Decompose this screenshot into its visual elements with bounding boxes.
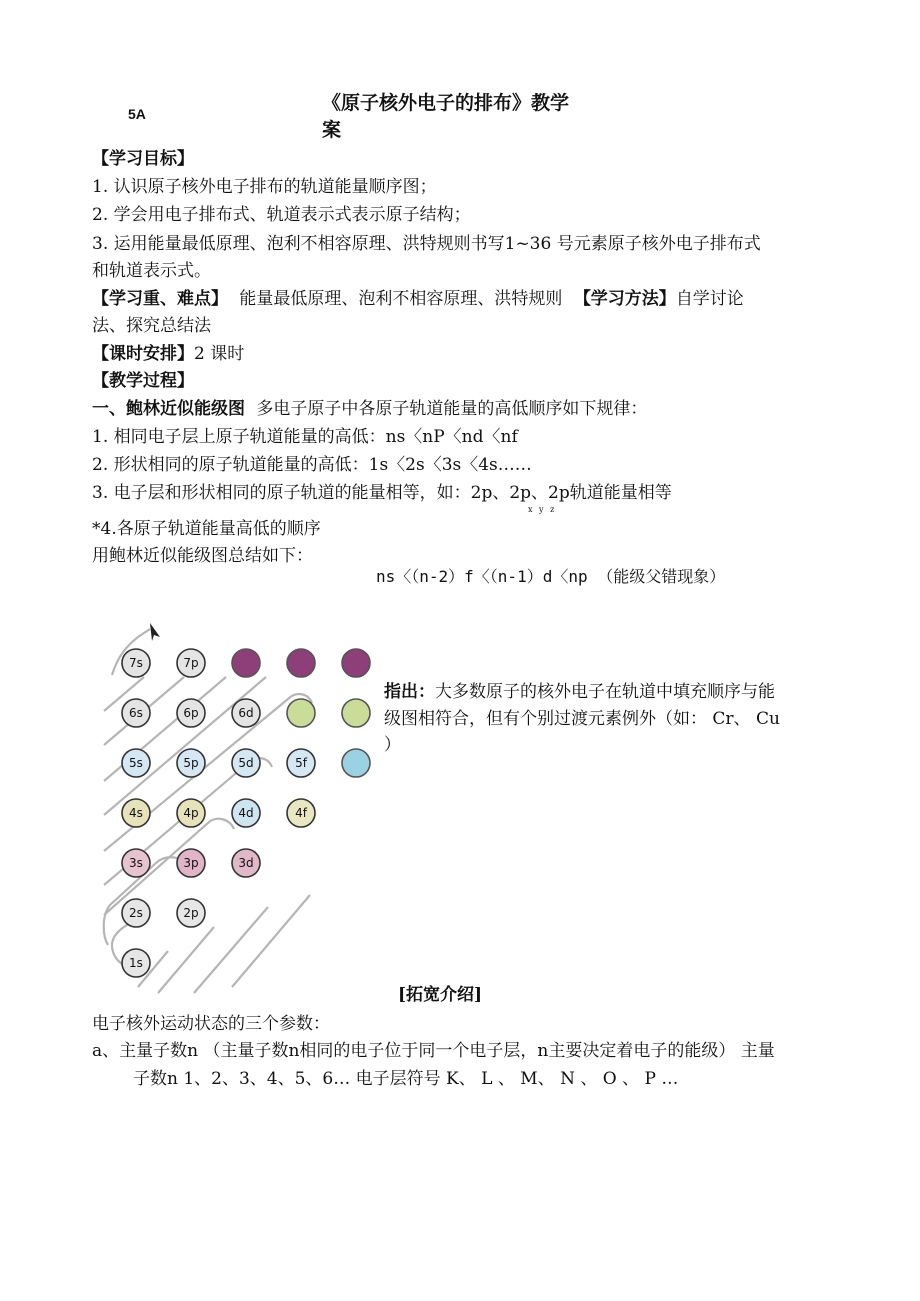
rule-item: 1. 相同电子层上原子轨道能量的高低：ns〈nP〈nd〈nf <box>92 427 518 447</box>
schedule-label: 【课时安排】 <box>92 344 194 364</box>
note-label: 指出： <box>384 682 435 702</box>
note-text: 大多数原子的核外电子在轨道中填充顺序与能 <box>435 682 775 702</box>
orbital-label: 5d <box>238 756 254 770</box>
orbital-label: 1s <box>129 956 143 970</box>
orbital-label: 3s <box>129 856 143 870</box>
orbital-blank <box>342 699 370 727</box>
objective-item: 2. 学会用电子排布式、轨道表示式表示原子结构； <box>92 205 471 225</box>
orbital-5d <box>232 749 260 777</box>
orbital-6d <box>232 699 260 727</box>
orbital-label: 3d <box>238 856 254 870</box>
orbital-label: 5p <box>183 756 199 770</box>
principal-qn-line1: a、主量子数n （主量子数n相同的电子位于同一个电子层，n主要决定着电子的能级） 主量 <box>92 1041 775 1061</box>
orbital-label: 6p <box>183 706 199 720</box>
arrow-icon <box>150 623 160 641</box>
orbital-5s <box>122 749 150 777</box>
orbital-label: 4p <box>183 806 199 820</box>
summary-text: 用鲍林近似能级图总结如下： <box>92 546 313 566</box>
orbital-label: 7p <box>183 656 199 670</box>
orbital-4p <box>177 799 205 827</box>
orbital-label: 7s <box>129 656 143 670</box>
orbital-circle <box>342 749 370 777</box>
xyz-subscripts: x y z <box>528 505 557 514</box>
orbital-6s <box>122 699 150 727</box>
orbital-5p <box>177 749 205 777</box>
orbital-blank <box>342 749 370 777</box>
schedule-text: 2 课时 <box>194 344 245 364</box>
orbital-label: 6s <box>129 706 143 720</box>
orbital-label: 2s <box>129 906 143 920</box>
orbital-7p <box>177 649 205 677</box>
keypoints-label: 【学习重、难点】 <box>92 289 228 309</box>
energy-order-formula: ns〈（n-2）f〈（n-1）d〈np （能级父错现象） <box>376 567 726 586</box>
orbital-circle <box>287 649 315 677</box>
orbital-label: 4d <box>238 806 254 820</box>
orbital-label: 5f <box>295 756 307 770</box>
orbital-4f <box>287 799 315 827</box>
page-title: 《原子核外电子的排布》教学 <box>322 92 570 114</box>
orbital-label: 4f <box>295 806 307 820</box>
orbital-label: 6d <box>238 706 254 720</box>
note-line3: ） <box>384 735 401 755</box>
extension-heading: [拓宽介绍] <box>398 985 483 1005</box>
extension-intro: 电子核外运动状态的三个参数： <box>92 1014 330 1034</box>
method-label: 【学习方法】 <box>573 289 676 309</box>
note-line1 <box>384 681 775 703</box>
method-text: 自学讨论 <box>675 289 744 309</box>
schedule-line <box>92 343 244 365</box>
orbital-circle <box>232 649 260 677</box>
objectives-heading: 【学习目标】 <box>92 149 194 169</box>
orbital-2s <box>122 899 150 927</box>
orbital-2p <box>177 899 205 927</box>
objective-item: 1. 认识原子核外电子排布的轨道能量顺序图； <box>92 177 437 197</box>
orbital-blank <box>287 699 315 727</box>
lesson-code: 5A <box>128 106 146 122</box>
orbital-blank <box>287 649 315 677</box>
keypoints-text: 能量最低原理、泡利不相容原理、洪特规则 <box>239 289 563 309</box>
orbital-circle <box>342 699 370 727</box>
orbital-label: 3p <box>183 856 199 870</box>
orbital-4s <box>122 799 150 827</box>
objective-item: 和轨道表示式。 <box>92 261 211 281</box>
orbital-label: 5s <box>129 756 143 770</box>
orbital-3s <box>122 849 150 877</box>
section1-intro: 多电子原子中各原子轨道能量的高低顺序如下规律： <box>256 399 648 419</box>
rule4: *4.各原子轨道能量高低的顺序 <box>92 519 321 539</box>
rule-item: 2. 形状相同的原子轨道能量的高低：1s〈2s〈3s〈4s…… <box>92 455 532 475</box>
principal-qn-line2: 子数n 1、2、3、4、5、6… 电子层符号 K、 L 、 M、 N 、 O 、 P … <box>133 1069 679 1089</box>
objective-item: 3. 运用能量最低原理、泡利不相容原理、洪特规则书写1~36 号元素原子核外电子排布式 <box>92 234 761 254</box>
section1-line <box>92 398 647 420</box>
orbital-circle <box>342 649 370 677</box>
orbital-label: 2p <box>183 906 199 920</box>
orbital-5f <box>287 749 315 777</box>
page-title-cont: 案 <box>322 119 342 141</box>
orbital-blank <box>232 649 260 677</box>
orbital-1s <box>122 949 150 977</box>
orbital-3d <box>232 849 260 877</box>
orbital-7s <box>122 649 150 677</box>
rule-item: 3. 电子层和形状相同的原子轨道的能量相等，如：2p、2p、2p轨道能量相等 <box>92 483 672 503</box>
orbital-4d <box>232 799 260 827</box>
note-line2: 级图相符合，但有个别过渡元素例外（如： Cr、 Cu <box>384 709 780 729</box>
keypoints-line <box>92 288 744 310</box>
orbital-6p <box>177 699 205 727</box>
orbital-3p <box>177 849 205 877</box>
method-text-cont: 法、探究总结法 <box>92 316 211 336</box>
orbital-label: 4s <box>129 806 143 820</box>
orbital-blank <box>342 649 370 677</box>
process-heading: 【教学过程】 <box>92 371 194 391</box>
orbital-circle <box>287 699 315 727</box>
section1-heading: 一、鲍林近似能级图 <box>92 399 245 419</box>
pauling-energy-diagram <box>98 615 380 995</box>
